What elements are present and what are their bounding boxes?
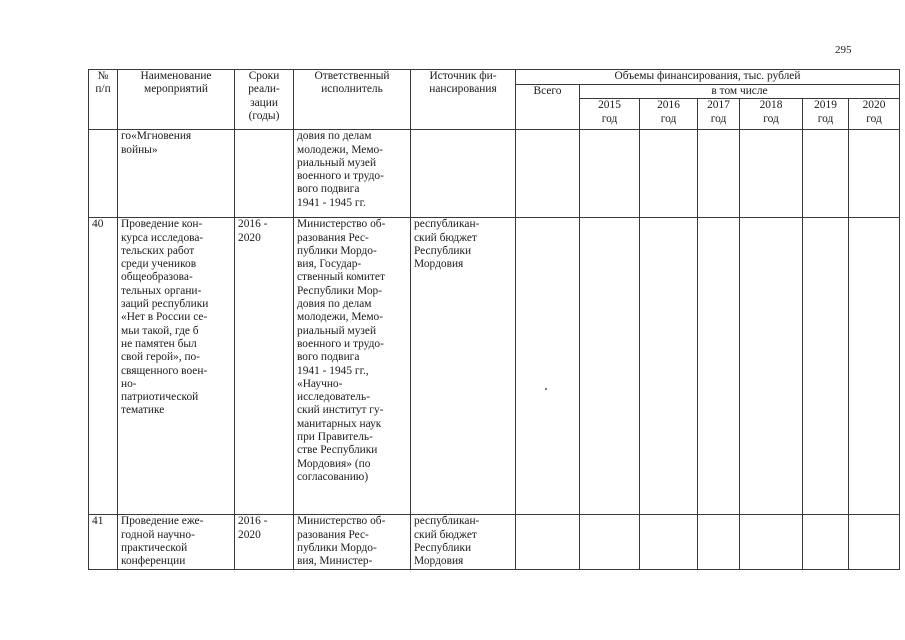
row-terms: 2016 - 2020 [235, 515, 294, 570]
header-year-2016: 2016 год [640, 99, 698, 130]
header-including: в том числе [580, 85, 900, 99]
row-2019 [803, 218, 849, 515]
header-total: Всего [516, 85, 580, 130]
table-row [89, 218, 900, 515]
header-year-2019: 2019 год [803, 99, 849, 130]
header-executor: Ответственный исполнитель [294, 70, 411, 130]
row-source: республикан- ский бюджет Республики Мордовия [411, 515, 516, 570]
row-2018 [740, 515, 803, 570]
row-2020 [849, 515, 900, 570]
row-2019 [803, 515, 849, 570]
row-number: 40 [89, 218, 118, 515]
row-event-name: го«Мгновения войны» [118, 130, 235, 218]
table-row [89, 515, 900, 570]
header-no: № п/п [89, 70, 118, 130]
row-terms: 2016 - 2020 [235, 218, 294, 515]
header-year-2017: 2017 год [698, 99, 740, 130]
row-2017 [698, 130, 740, 218]
row-executor: довия по делам молодежи, Мемо- риальный музей военного и трудо- вого подвига 1941 - 1945 гг. [294, 130, 411, 218]
row-2017 [698, 218, 740, 515]
row-2018 [740, 218, 803, 515]
header-year-2015: 2015 год [580, 99, 640, 130]
row-2017 [698, 515, 740, 570]
header-name: Наименование мероприятий [118, 70, 235, 130]
row-total [516, 515, 580, 570]
row-terms [235, 130, 294, 218]
row-source [411, 130, 516, 218]
row-2018 [740, 130, 803, 218]
header-volumes: Объемы финансирования, тыс. рублей [516, 70, 900, 85]
header-row-1 [89, 70, 900, 85]
row-2016 [640, 218, 698, 515]
row-event-name: Проведение кон- курса исследова- тельских работ среди учеников общеобразова- тельных органи- заций республики «Нет в России се- мьи такой, где б не памятен был свой герой», по- священного воен- но- патриотической тематике [118, 218, 235, 515]
table-row [89, 130, 900, 218]
row-2016 [640, 515, 698, 570]
row-2016 [640, 130, 698, 218]
row-executor: Министерство об- разования Рес- публики Мордо- вия, Государ- ственный комитет Республики Мор- довия по делам молодежи, Мемо- риальный музей военного и трудо- вого подвига 1941 - 1945 гг., «Научно- исследователь- ский институт гу- манитарных наук при Правитель- стве Республики Мордовия» (по согласованию) [294, 218, 411, 515]
row-2015 [580, 218, 640, 515]
page-number: 295 [835, 44, 852, 56]
row-2019 [803, 130, 849, 218]
row-executor: Министерство об- разования Рес- публики Мордо- вия, Министер- [294, 515, 411, 570]
row-source: республикан- ский бюджет Республики Мордовия [411, 218, 516, 515]
row-event-name: Проведение еже- годной научно- практической конференции [118, 515, 235, 570]
header-year-2020: 2020 год [849, 99, 900, 130]
header-terms: Сроки реали- зации (годы) [235, 70, 294, 130]
scan-speck [545, 388, 547, 390]
row-2015 [580, 515, 640, 570]
row-number: 41 [89, 515, 118, 570]
row-total [516, 218, 580, 515]
financing-table [88, 69, 900, 570]
row-2015 [580, 130, 640, 218]
row-number [89, 130, 118, 218]
header-source: Источник фи- нансирования [411, 70, 516, 130]
row-total [516, 130, 580, 218]
header-year-2018: 2018 год [740, 99, 803, 130]
row-2020 [849, 218, 900, 515]
row-2020 [849, 130, 900, 218]
